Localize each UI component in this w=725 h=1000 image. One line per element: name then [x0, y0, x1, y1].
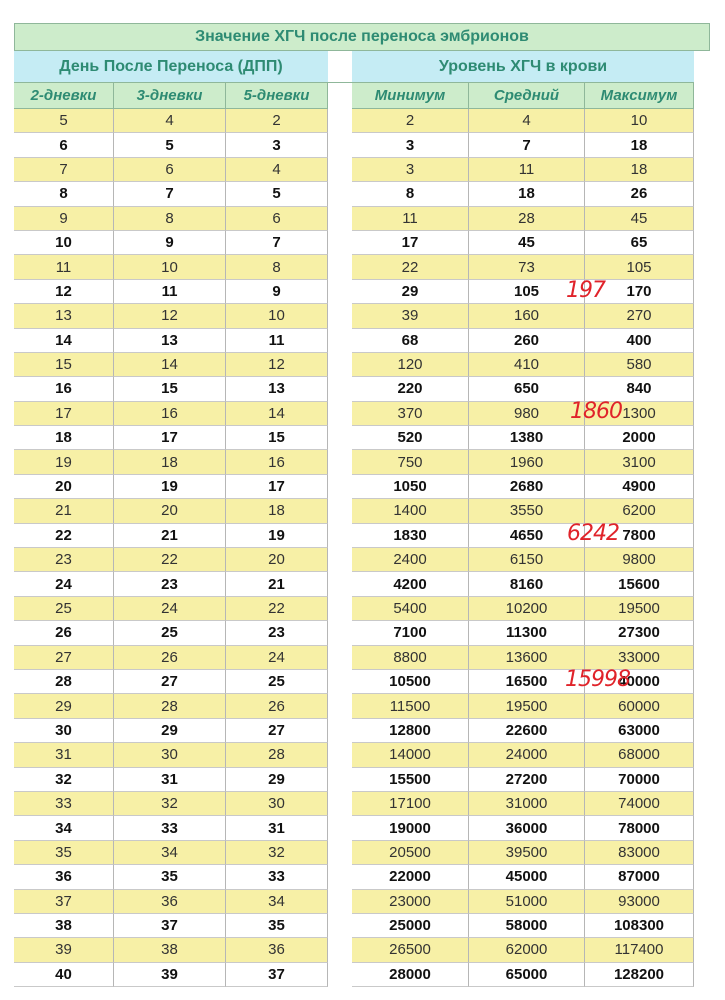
table-cell: 6 [114, 158, 226, 182]
table-cell: 25 [14, 597, 114, 621]
table-cell: 37 [226, 963, 328, 987]
table-cell: 11 [352, 207, 469, 231]
table-cell: 36 [226, 938, 328, 962]
table-cell: 51000 [469, 890, 585, 914]
column-gap [328, 329, 352, 353]
table-cell: 39 [114, 963, 226, 987]
table-cell: 15600 [585, 572, 694, 596]
table-cell: 25 [114, 621, 226, 645]
table-cell: 10 [114, 255, 226, 279]
table-cell: 1050 [352, 475, 469, 499]
table-cell: 840 [585, 377, 694, 401]
table-cell: 12 [14, 280, 114, 304]
table-cell: 5 [226, 182, 328, 206]
table-cell: 1830 [352, 524, 469, 548]
table-cell: 370 [352, 402, 469, 426]
table-cell: 14 [114, 353, 226, 377]
column-header: Средний [469, 83, 585, 109]
table-cell: 11500 [352, 694, 469, 718]
column-gap [328, 621, 352, 645]
table-cell: 4650 [469, 524, 585, 548]
table-cell: 35 [14, 841, 114, 865]
column-gap [328, 353, 352, 377]
table-cell: 10500 [352, 670, 469, 694]
table-cell: 25000 [352, 914, 469, 938]
table-cell: 20 [226, 548, 328, 572]
table-cell: 93000 [585, 890, 694, 914]
table-cell: 7 [469, 133, 585, 157]
column-gap [328, 304, 352, 328]
table-cell: 15500 [352, 768, 469, 792]
table-cell: 37 [114, 914, 226, 938]
table-cell: 58000 [469, 914, 585, 938]
table-cell: 20 [114, 499, 226, 523]
table-cell: 4900 [585, 475, 694, 499]
column-gap [328, 109, 352, 133]
table-cell: 29 [352, 280, 469, 304]
table-cell: 10200 [469, 597, 585, 621]
table-cell: 3550 [469, 499, 585, 523]
table-cell: 18 [226, 499, 328, 523]
table-cell: 16 [114, 402, 226, 426]
table-cell: 31 [114, 768, 226, 792]
table-cell: 24 [14, 572, 114, 596]
table-cell: 27200 [469, 768, 585, 792]
table-cell: 26500 [352, 938, 469, 962]
table-cell: 78000 [585, 816, 694, 840]
table-cell: 18 [469, 182, 585, 206]
table-cell: 12 [114, 304, 226, 328]
table-cell: 29 [14, 694, 114, 718]
table-cell: 14 [14, 329, 114, 353]
column-header: 3-дневки [114, 83, 226, 109]
table-cell: 65 [585, 231, 694, 255]
table-cell: 21 [114, 524, 226, 548]
table-cell: 62000 [469, 938, 585, 962]
table-cell: 16500 [469, 670, 585, 694]
table-cell: 36000 [469, 816, 585, 840]
table-cell: 28 [226, 743, 328, 767]
column-gap [328, 938, 352, 962]
table-cell: 3 [352, 158, 469, 182]
table-cell: 170 [585, 280, 694, 304]
table-cell: 18 [14, 426, 114, 450]
column-header: 5-дневки [226, 83, 328, 109]
table-cell: 65000 [469, 963, 585, 987]
table-cell: 83000 [585, 841, 694, 865]
column-gap [328, 719, 352, 743]
column-header: Минимум [352, 83, 469, 109]
table-cell: 31 [226, 816, 328, 840]
table-cell: 28 [469, 207, 585, 231]
table-cell: 15 [114, 377, 226, 401]
table-cell: 28000 [352, 963, 469, 987]
table-cell: 2680 [469, 475, 585, 499]
table-cell: 60000 [585, 694, 694, 718]
column-gap [328, 841, 352, 865]
table-cell: 4 [114, 109, 226, 133]
table-cell: 40 [14, 963, 114, 987]
table-cell: 24 [114, 597, 226, 621]
table-cell: 40000 [585, 670, 694, 694]
table-title: Значение ХГЧ после переноса эмбрионов [14, 23, 710, 51]
table-cell: 39 [14, 938, 114, 962]
table-cell: 6200 [585, 499, 694, 523]
table-cell: 23 [114, 572, 226, 596]
table-cell: 26 [14, 621, 114, 645]
table-cell: 1380 [469, 426, 585, 450]
table-cell: 17100 [352, 792, 469, 816]
table-cell: 26 [226, 694, 328, 718]
column-gap [328, 207, 352, 231]
table-cell: 8 [14, 182, 114, 206]
table-cell: 32 [226, 841, 328, 865]
table-cell: 30 [114, 743, 226, 767]
table-cell: 9800 [585, 548, 694, 572]
table-cell: 26 [585, 182, 694, 206]
table-cell: 9 [114, 231, 226, 255]
handwritten-annotation: 1860 [570, 399, 622, 424]
table-cell: 1400 [352, 499, 469, 523]
table-cell: 45 [469, 231, 585, 255]
table-cell: 980 [469, 402, 585, 426]
table-cell: 650 [469, 377, 585, 401]
table-cell: 74000 [585, 792, 694, 816]
table-cell: 580 [585, 353, 694, 377]
table-cell: 34 [226, 890, 328, 914]
table-cell: 22000 [352, 865, 469, 889]
column-gap [328, 646, 352, 670]
table-cell: 11300 [469, 621, 585, 645]
table-cell: 19 [226, 524, 328, 548]
table-cell: 36 [114, 890, 226, 914]
table-cell: 21 [14, 499, 114, 523]
table-cell: 34 [114, 841, 226, 865]
table-cell: 10 [226, 304, 328, 328]
table-cell: 9 [14, 207, 114, 231]
table-cell: 7 [14, 158, 114, 182]
table-cell: 270 [585, 304, 694, 328]
column-gap [328, 83, 352, 109]
table-cell: 23 [226, 621, 328, 645]
table-cell: 8800 [352, 646, 469, 670]
column-gap [328, 499, 352, 523]
table-cell: 17 [226, 475, 328, 499]
column-gap [328, 572, 352, 596]
table-cell: 18 [114, 450, 226, 474]
group-header-days: День После Переноса (ДПП) [14, 51, 328, 83]
table-cell: 10 [585, 109, 694, 133]
table-cell: 32 [14, 768, 114, 792]
table-cell: 11 [14, 255, 114, 279]
table-cell: 22 [114, 548, 226, 572]
table-cell: 10 [14, 231, 114, 255]
table-cell: 35 [114, 865, 226, 889]
table-cell: 520 [352, 426, 469, 450]
table-cell: 36 [14, 865, 114, 889]
column-gap [328, 280, 352, 304]
table-cell: 7 [226, 231, 328, 255]
table-cell: 22 [352, 255, 469, 279]
table-cell: 19 [14, 450, 114, 474]
table-cell: 13 [14, 304, 114, 328]
table-cell: 22 [226, 597, 328, 621]
table-cell: 39 [352, 304, 469, 328]
table-cell: 13600 [469, 646, 585, 670]
table-cell: 5 [114, 133, 226, 157]
table-cell: 117400 [585, 938, 694, 962]
table-cell: 750 [352, 450, 469, 474]
table-cell: 2 [352, 109, 469, 133]
table-cell: 73 [469, 255, 585, 279]
table-cell: 30 [14, 719, 114, 743]
table-cell: 3 [226, 133, 328, 157]
column-gap [328, 158, 352, 182]
table-cell: 220 [352, 377, 469, 401]
table-cell: 63000 [585, 719, 694, 743]
column-gap [328, 524, 352, 548]
column-gap [328, 768, 352, 792]
table-cell: 108300 [585, 914, 694, 938]
table-cell: 68 [352, 329, 469, 353]
column-gap [328, 694, 352, 718]
table-cell: 22 [14, 524, 114, 548]
table-grid [14, 51, 710, 987]
table-cell: 18 [585, 158, 694, 182]
column-gap [328, 255, 352, 279]
table-cell: 4200 [352, 572, 469, 596]
table-cell: 16 [14, 377, 114, 401]
column-gap [328, 792, 352, 816]
table-cell: 20 [14, 475, 114, 499]
table-cell: 8160 [469, 572, 585, 596]
table-cell: 19 [114, 475, 226, 499]
table-cell: 37 [14, 890, 114, 914]
table-cell: 29 [114, 719, 226, 743]
column-gap [328, 426, 352, 450]
column-gap [328, 743, 352, 767]
table-cell: 2000 [585, 426, 694, 450]
table-cell: 13 [226, 377, 328, 401]
table-cell: 38 [14, 914, 114, 938]
table-cell: 20500 [352, 841, 469, 865]
column-gap [328, 670, 352, 694]
table-cell: 260 [469, 329, 585, 353]
table-cell: 45 [585, 207, 694, 231]
table-cell: 14 [226, 402, 328, 426]
table-cell: 8 [114, 207, 226, 231]
column-gap [328, 133, 352, 157]
column-gap [328, 377, 352, 401]
column-gap [328, 475, 352, 499]
table-cell: 33 [226, 865, 328, 889]
table-cell: 4 [226, 158, 328, 182]
column-gap [328, 963, 352, 987]
column-gap [328, 182, 352, 206]
table-cell: 1960 [469, 450, 585, 474]
table-cell: 14000 [352, 743, 469, 767]
handwritten-annotation: 197 [566, 278, 605, 303]
table-cell: 6 [14, 133, 114, 157]
table-cell: 19500 [585, 597, 694, 621]
table-cell: 19000 [352, 816, 469, 840]
table-cell: 30 [226, 792, 328, 816]
table-cell: 7100 [352, 621, 469, 645]
table-cell: 11 [469, 158, 585, 182]
column-gap [328, 914, 352, 938]
table-cell: 18 [585, 133, 694, 157]
handwritten-annotation: 6242 [567, 521, 619, 546]
table-cell: 3 [352, 133, 469, 157]
table-cell: 38 [114, 938, 226, 962]
group-gap [328, 51, 352, 83]
table-cell: 6 [226, 207, 328, 231]
table-cell: 34 [14, 816, 114, 840]
table-cell: 21 [226, 572, 328, 596]
table-cell: 17 [114, 426, 226, 450]
table-cell: 105 [585, 255, 694, 279]
table-cell: 8 [352, 182, 469, 206]
table-cell: 17 [352, 231, 469, 255]
column-gap [328, 890, 352, 914]
column-gap [328, 450, 352, 474]
table-cell: 5 [14, 109, 114, 133]
table-cell: 31000 [469, 792, 585, 816]
column-gap [328, 865, 352, 889]
table-cell: 22600 [469, 719, 585, 743]
table-cell: 28 [14, 670, 114, 694]
hcg-table [14, 23, 710, 987]
table-cell: 24000 [469, 743, 585, 767]
table-cell: 410 [469, 353, 585, 377]
table-cell: 9 [226, 280, 328, 304]
table-cell: 23000 [352, 890, 469, 914]
handwritten-annotation: 15998 [565, 667, 630, 692]
table-cell: 4 [469, 109, 585, 133]
table-cell: 11 [226, 329, 328, 353]
table-cell: 24 [226, 646, 328, 670]
table-cell: 7 [114, 182, 226, 206]
table-cell: 15 [226, 426, 328, 450]
table-cell: 5400 [352, 597, 469, 621]
table-cell: 17 [14, 402, 114, 426]
column-gap [328, 402, 352, 426]
table-cell: 6150 [469, 548, 585, 572]
column-gap [328, 816, 352, 840]
table-cell: 7800 [585, 524, 694, 548]
table-cell: 3100 [585, 450, 694, 474]
table-cell: 19500 [469, 694, 585, 718]
table-cell: 33000 [585, 646, 694, 670]
table-cell: 26 [114, 646, 226, 670]
table-cell: 1300 [585, 402, 694, 426]
table-cell: 160 [469, 304, 585, 328]
column-gap [328, 231, 352, 255]
table-cell: 32 [114, 792, 226, 816]
table-cell: 13 [114, 329, 226, 353]
table-cell: 8 [226, 255, 328, 279]
column-gap [328, 597, 352, 621]
table-cell: 12800 [352, 719, 469, 743]
table-cell: 16 [226, 450, 328, 474]
table-cell: 35 [226, 914, 328, 938]
table-cell: 15 [14, 353, 114, 377]
table-cell: 27 [114, 670, 226, 694]
table-cell: 29 [226, 768, 328, 792]
table-cell: 68000 [585, 743, 694, 767]
table-cell: 25 [226, 670, 328, 694]
column-header: 2-дневки [14, 83, 114, 109]
table-cell: 400 [585, 329, 694, 353]
table-cell: 39500 [469, 841, 585, 865]
group-header-hcg: Уровень ХГЧ в крови [352, 51, 694, 83]
table-cell: 33 [14, 792, 114, 816]
table-cell: 70000 [585, 768, 694, 792]
table-cell: 27300 [585, 621, 694, 645]
table-cell: 23 [14, 548, 114, 572]
table-cell: 120 [352, 353, 469, 377]
table-cell: 45000 [469, 865, 585, 889]
table-cell: 12 [226, 353, 328, 377]
table-cell: 105 [469, 280, 585, 304]
column-gap [328, 548, 352, 572]
table-cell: 27 [226, 719, 328, 743]
table-cell: 31 [14, 743, 114, 767]
table-cell: 87000 [585, 865, 694, 889]
column-header: Максимум [585, 83, 694, 109]
table-cell: 128200 [585, 963, 694, 987]
table-cell: 2 [226, 109, 328, 133]
table-cell: 28 [114, 694, 226, 718]
table-cell: 11 [114, 280, 226, 304]
table-cell: 33 [114, 816, 226, 840]
table-cell: 27 [14, 646, 114, 670]
table-cell: 2400 [352, 548, 469, 572]
